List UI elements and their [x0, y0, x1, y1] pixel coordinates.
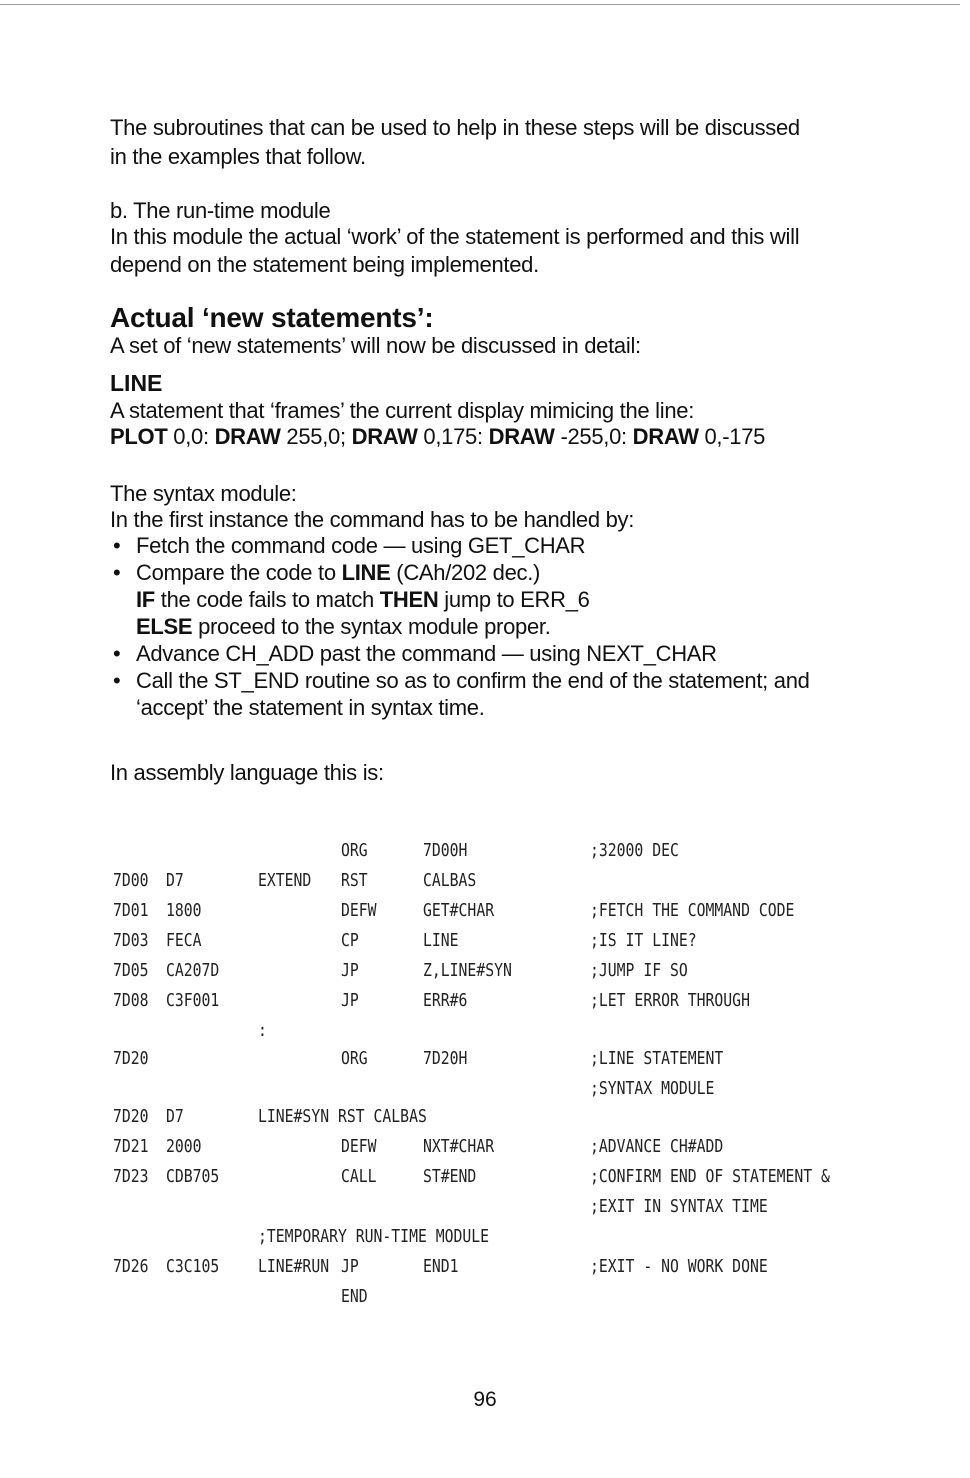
- listing-op: DEFW: [341, 1136, 377, 1157]
- listing-comment: ;LINE STATEMENT: [590, 1048, 724, 1069]
- paragraph-1-line-2: in the examples that follow.: [110, 144, 366, 169]
- list-item: • Advance CH_ADD past the command — using NEXT_CHAR: [113, 641, 717, 666]
- listing-arg: ERR#6: [423, 990, 468, 1011]
- listing-label: :: [258, 1020, 267, 1041]
- syntax-module-label: The syntax module:: [110, 481, 297, 506]
- listing-arg: 7D20H: [423, 1048, 468, 1069]
- listing-arg: GET#CHAR: [423, 900, 495, 921]
- listing-comment: ;IS IT LINE?: [590, 930, 697, 951]
- listing-arg: ST#END: [423, 1166, 477, 1187]
- section-intro: A set of ‘new statements’ will now be discussed in detail:: [110, 333, 641, 358]
- listing-addr: 7D01: [113, 900, 149, 921]
- listing-code: D7: [166, 1106, 184, 1127]
- listing-addr: 7D23: [113, 1166, 149, 1187]
- listing-op: ORG: [341, 840, 368, 861]
- draw-3-args: -255,0:: [554, 424, 633, 449]
- listing-comment: ;ADVANCE CH#ADD: [590, 1136, 724, 1157]
- syntax-steps-list: [110, 532, 810, 721]
- listing-op: JP: [341, 990, 359, 1011]
- listing-comment: ;FETCH THE COMMAND CODE: [590, 900, 795, 921]
- draw-1-args: 255,0;: [280, 424, 352, 449]
- list-item: • Fetch the command code — using GET_CHAR: [113, 533, 586, 558]
- listing-arg: LINE: [423, 930, 459, 951]
- listing-label: EXTEND: [258, 870, 312, 891]
- listing-code: C3F001: [166, 990, 220, 1011]
- listing-comment: ;CONFIRM END OF STATEMENT &: [590, 1166, 830, 1187]
- listing-arg: Z,LINE#SYN: [423, 960, 512, 981]
- section-heading: Actual ‘new statements’:: [110, 302, 434, 333]
- listing-label: ;TEMPORARY RUN-TIME MODULE: [258, 1226, 490, 1247]
- listing-comment: ;EXIT IN SYNTAX TIME: [590, 1196, 768, 1217]
- assembly-intro: In assembly language this is:: [110, 760, 384, 785]
- list-item: • Call the ST_END routine so as to confirm the end of the statement; and ‘accept’ the statement in syntax time.: [113, 668, 810, 720]
- listing-addr: 7D20: [113, 1048, 149, 1069]
- listing-arg: END1: [423, 1256, 459, 1277]
- listing-op: RST: [341, 870, 368, 891]
- listing-addr: 7D08: [113, 990, 149, 1011]
- listing-code: C3C105: [166, 1256, 220, 1277]
- listing-code: 2000: [166, 1136, 202, 1157]
- listing-addr: 7D20: [113, 1106, 149, 1127]
- kw-draw-3: DRAW: [488, 424, 555, 449]
- listing-code: CA207D: [166, 960, 220, 981]
- listing-addr: 7D26: [113, 1256, 149, 1277]
- listing-op: JP: [341, 960, 359, 981]
- listing-addr: 7D00: [113, 870, 149, 891]
- line-statement-description: A statement that ‘frames’ the current display mimicing the line:: [110, 398, 695, 423]
- listing-label: LINE#SYN RST CALBAS: [258, 1106, 427, 1127]
- listing-arg: NXT#CHAR: [423, 1136, 495, 1157]
- listing-comment: ;32000 DEC: [590, 840, 679, 861]
- runtime-module-subheading: b. The run-time module: [110, 198, 331, 223]
- list-item: • Compare the code to LINE (CAh/202 dec.) IF the code fails to match THEN jump to ERR_6 ELSE proceed to the syntax module proper.: [110, 559, 810, 640]
- listing-op: ORG: [341, 1048, 368, 1069]
- listing-comment: ;SYNTAX MODULE: [590, 1078, 715, 1099]
- else-line: ELSE proceed to the syntax module proper.: [136, 614, 551, 639]
- listing-arg: 7D00H: [423, 840, 468, 861]
- listing-op: END: [341, 1286, 368, 1307]
- page-top-edge: [0, 4, 960, 5]
- listing-op: JP: [341, 1256, 359, 1277]
- plot-draw-example: [110, 423, 765, 450]
- listing-code: D7: [166, 870, 184, 891]
- listing-code: FECA: [166, 930, 202, 951]
- draw-2-args: 0,175:: [417, 424, 489, 449]
- kw-plot: PLOT: [110, 424, 168, 449]
- listing-addr: 7D05: [113, 960, 149, 981]
- listing-op: DEFW: [341, 900, 377, 921]
- listing-comment: ;EXIT - NO WORK DONE: [590, 1256, 768, 1277]
- kw-draw-1: DRAW: [214, 424, 281, 449]
- draw-4-args: 0,-175: [698, 424, 766, 449]
- listing-comment: ;JUMP IF SO: [590, 960, 688, 981]
- listing-code: CDB705: [166, 1166, 220, 1187]
- listing-op: CP: [341, 930, 359, 951]
- kw-draw-4: DRAW: [632, 424, 699, 449]
- kw-draw-2: DRAW: [351, 424, 418, 449]
- paragraph-1-line-1: The subroutines that can be used to help in these steps will be discussed: [110, 115, 800, 140]
- page-number: 96: [473, 1388, 497, 1411]
- paragraph-2-line-1: In this module the actual ‘work’ of the statement is performed and this will: [110, 224, 800, 249]
- if-then-line: IF the code fails to match THEN jump to ERR_6: [136, 587, 590, 612]
- paragraph-2-line-2: depend on the statement being implemented.: [110, 252, 539, 277]
- listing-op: CALL: [341, 1166, 377, 1187]
- listing-addr: 7D21: [113, 1136, 149, 1157]
- listing-code: 1800: [166, 900, 202, 921]
- syntax-module-intro: In the first instance the command has to be handled by:: [110, 507, 635, 532]
- listing-label: LINE#RUN: [258, 1256, 330, 1277]
- listing-comment: ;LET ERROR THROUGH: [590, 990, 750, 1011]
- line-statement-heading: LINE: [110, 370, 163, 396]
- plot-args: 0,0:: [167, 424, 215, 449]
- listing-arg: CALBAS: [423, 870, 477, 891]
- listing-addr: 7D03: [113, 930, 149, 951]
